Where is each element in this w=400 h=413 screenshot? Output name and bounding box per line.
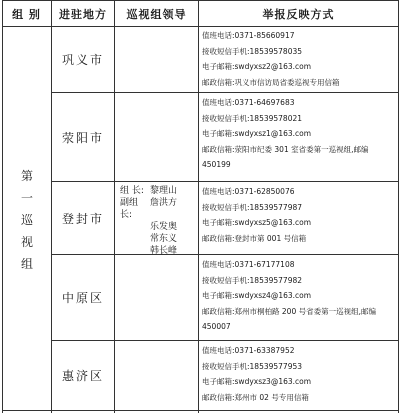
email: 电子邮箱:swdyxsz4@163.com [202, 291, 312, 301]
header-group: 组 别 [12, 7, 41, 21]
duty-phone: 值班电话:0371-63387952 [202, 346, 295, 355]
contact-dengfeng [199, 184, 398, 254]
contact-huiji [199, 343, 398, 410]
header-location: 进驻地方 [59, 7, 107, 21]
leader-name: 黎理山 [150, 186, 178, 196]
deputy-name: 常东义 [150, 234, 178, 244]
duty-phone: 值班电话:0371-85660917 [202, 31, 295, 40]
city-dengfeng: 登封市 [61, 211, 104, 226]
group-name-char: 第 [20, 169, 33, 183]
city-xingyang: 荥阳市 [61, 130, 104, 145]
email: 电子邮箱:swdyxsz2@163.com [202, 62, 312, 72]
table-border-bottom [2, 410, 399, 411]
sms-phone: 接收短信手机:18539578021 [202, 113, 303, 123]
group-name-char: 巡 [20, 213, 33, 227]
sms-phone: 接收短信手机:18539577982 [202, 275, 303, 285]
email: 电子邮箱:swdyxsz3@163.com [202, 377, 312, 387]
mailbox: 邮政信箱:郑州市 02 号专用信箱 [202, 392, 309, 402]
duty-phone: 值班电话:0371-64697683 [202, 98, 295, 107]
deputy-name: 詹洪方 [150, 198, 178, 208]
leaders-block [120, 185, 196, 255]
email: 电子邮箱:swdyxsz5@163.com [202, 218, 312, 228]
email: 电子邮箱:swdyxsz1@163.com [202, 129, 312, 139]
group-name-char: 视 [20, 235, 33, 249]
deputy-name: 乐发奥 [150, 222, 178, 232]
city-zhongyuan: 中原区 [61, 291, 104, 305]
deputy-label: 副组长: [120, 198, 139, 220]
leader-label: 组 长: [120, 186, 144, 196]
group-name-char: 一 [20, 191, 33, 205]
sms-phone: 接收短信手机:18539578035 [202, 46, 303, 56]
contact-gongyi [199, 28, 398, 92]
table-border-right [398, 0, 399, 413]
contact-xingyang [199, 95, 398, 181]
group-name [3, 150, 51, 290]
group-name-char: 组 [20, 257, 33, 271]
mailbox: 邮政信箱:荥阳市纪委 301 室省委第一巡视组,邮编 450199 [202, 144, 369, 170]
deputy-row [120, 197, 196, 221]
column-divider [114, 0, 115, 413]
inspection-table [2, 0, 399, 413]
leader-row [120, 185, 196, 197]
header-contact: 举报反映方式 [262, 7, 335, 21]
city-gongyi: 巩义市 [61, 53, 104, 67]
deputy-name: 韩长峰 [150, 246, 178, 256]
mailbox: 邮政信箱:巩义市信访局省委巡视专用信箱 [202, 77, 340, 87]
sms-phone: 接收短信手机:18539577987 [202, 202, 303, 212]
duty-phone: 值班电话:0371-67177108 [202, 260, 295, 269]
mailbox: 邮政信箱:登封市第 001 号信箱 [202, 233, 307, 243]
sms-phone: 接收短信手机:18539577953 [202, 361, 303, 371]
header-leader: 巡视组领导 [126, 7, 187, 21]
mailbox: 邮政信箱:郑州市桐柏路 200 号省委第一巡视组,邮编 450007 [202, 306, 376, 332]
duty-phone: 值班电话:0371-62850076 [202, 187, 295, 196]
contact-zhongyuan [199, 257, 398, 340]
city-huiji: 惠济区 [61, 369, 104, 383]
